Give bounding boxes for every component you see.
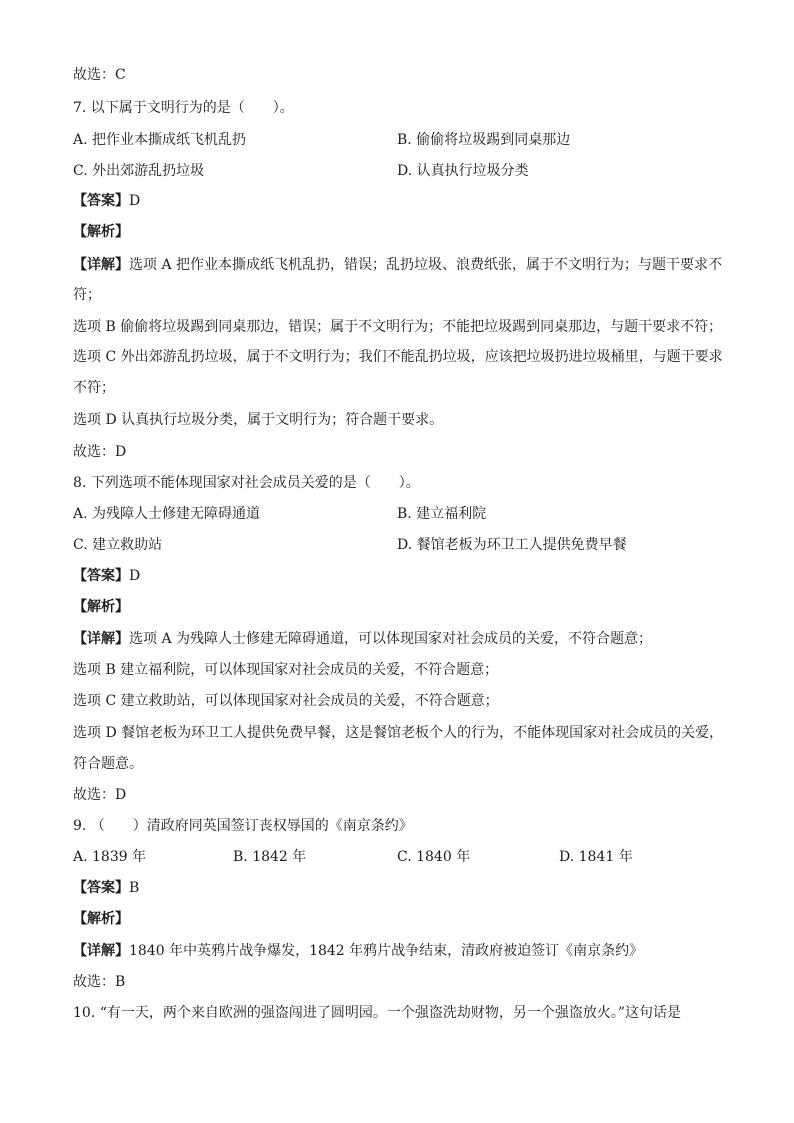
q9-analysis-heading <box>73 908 723 930</box>
q6-conclusion: 故选：C <box>73 67 126 83</box>
q7-explanation-line-1 <box>73 254 723 276</box>
q8-explanation-line-1 <box>73 628 723 650</box>
q7-analysis-heading <box>73 221 723 243</box>
q9-option-d: D. 1841 年 <box>559 849 633 865</box>
q8-explanation-line-4: 选项 D 餐馆老板为环卫工人提供免费早餐，这是餐馆老板个人的行为，不能体现国家对社会成员的关爱， <box>73 725 723 741</box>
analysis-label: 【解析】 <box>73 224 129 240</box>
q9-stem: 9. （ ）清政府同英国签订丧权辱国的《南京条约》 <box>73 818 413 834</box>
q7-answer <box>73 190 723 212</box>
q7-explanation-line-6: 选项 D 认真执行垃圾分类，属于文明行为；符合题干要求。 <box>73 412 444 428</box>
explanation-text: 1840 年中英鸦片战争爆发，1842 年鸦片战争结束，清政府被迫签订《南京条约》 <box>129 943 644 959</box>
q8-answer <box>73 565 723 587</box>
q9-explanation-line-1 <box>73 940 723 962</box>
q7-explanation-line-4: 选项 C 外出郊游乱扔垃圾，属于不文明行为；我们不能乱扔垃圾，应该把垃圾扔进垃圾桶里，与题干要求 <box>73 349 723 365</box>
q8-option-b: B. 建立福利院 <box>397 506 487 522</box>
explanation-label: 【详解】 <box>73 257 129 273</box>
q7-option-b: B. 偷偷将垃圾踢到同桌那边 <box>397 132 571 148</box>
q8-option-d: D. 餐馆老板为环卫工人提供免费早餐 <box>397 537 627 553</box>
analysis-label: 【解析】 <box>73 599 129 615</box>
q9-option-a: A. 1839 年 <box>73 849 147 865</box>
explanation-text: 选项 A 为残障人士修建无障碍通道，可以体现国家对社会成员的关爱，不符合题意； <box>129 631 653 647</box>
explanation-label: 【详解】 <box>73 943 129 959</box>
answer-label: 【答案】 <box>73 880 129 896</box>
answer-value: D <box>129 193 141 209</box>
q8-stem: 8. 下列选项不能体现国家对社会成员关爱的是（ ）。 <box>73 475 420 491</box>
q8-conclusion: 故选：D <box>73 787 127 803</box>
q7-option-d: D. 认真执行垃圾分类 <box>397 163 529 179</box>
q9-option-b: B. 1842 年 <box>233 849 307 865</box>
q7-stem: 7. 以下属于文明行为的是（ ）。 <box>73 100 294 116</box>
q7-explanation-line-5: 不符； <box>73 380 115 396</box>
q8-option-c: C. 建立救助站 <box>73 537 163 553</box>
q7-option-c: C. 外出郊游乱扔垃圾 <box>73 163 205 179</box>
q8-explanation-line-2: 选项 B 建立福利院，可以体现国家对社会成员的关爱，不符合题意； <box>73 662 499 678</box>
analysis-label: 【解析】 <box>73 911 129 927</box>
q8-option-a: A. 为残障人士修建无障碍通道 <box>73 506 261 522</box>
q7-explanation-line-2: 符； <box>73 287 101 303</box>
q10-stem: 10. “有一天，两个来自欧洲的强盗闯进了圆明园。一个强盗洗劫财物，另一个强盗放火。”这句话是 <box>73 1005 682 1021</box>
q8-explanation-line-5: 符合题意。 <box>73 756 143 772</box>
q9-answer <box>73 877 723 899</box>
answer-label: 【答案】 <box>73 193 129 209</box>
answer-value: D <box>129 568 141 584</box>
q8-explanation-line-3: 选项 C 建立救助站，可以体现国家对社会成员的关爱，不符合题意； <box>73 693 499 709</box>
q7-conclusion: 故选：D <box>73 444 127 460</box>
answer-value: B <box>129 880 140 896</box>
answer-label: 【答案】 <box>73 568 129 584</box>
explanation-label: 【详解】 <box>73 631 129 647</box>
q9-conclusion: 故选：B <box>73 974 126 990</box>
q9-option-c: C. 1840 年 <box>397 849 471 865</box>
q7-explanation-line-3: 选项 B 偷偷将垃圾踢到同桌那边，错误；属于不文明行为；不能把垃圾踢到同桌那边，与题干要求不符； <box>73 319 723 335</box>
explanation-text: 选项 A 把作业本撕成纸飞机乱扔，错误；乱扔垃圾、浪费纸张，属于不文明行为；与题干要求不 <box>129 257 723 273</box>
q7-option-a: A. 把作业本撕成纸飞机乱扔 <box>73 132 247 148</box>
q8-analysis-heading <box>73 596 723 618</box>
